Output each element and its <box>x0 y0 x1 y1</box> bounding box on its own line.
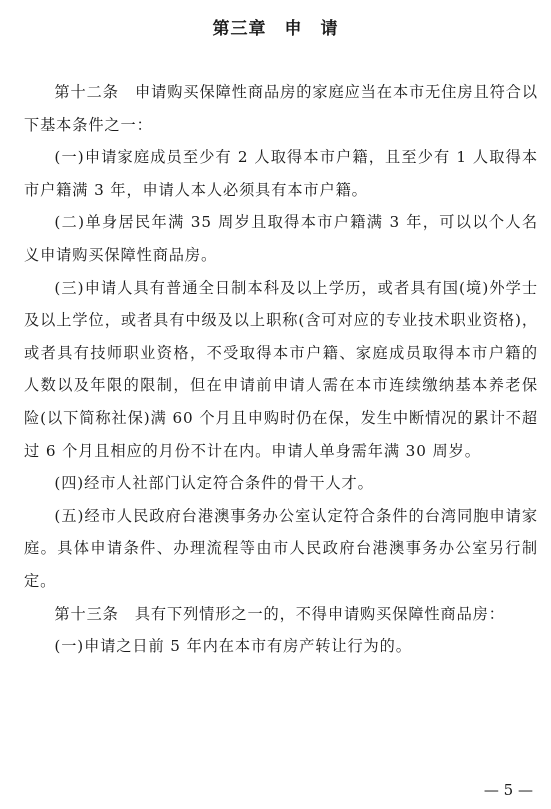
paragraph-clause-3: (三)申请人具有普通全日制本科及以上学历，或者具有国(境)外学士及以上学位，或者具有中级及以上职称(含可对应的专业技术职业资格)，或者具有技师职业资格，不受取得本市户籍、家庭成员取得本市户籍的人数以及年限的限制，但在申请前申请人需在本市连续缴纳基本养老保险(以下简称社保)满 60 个月且申购时仍在保，发生中断情况的累计不超过 6 个月且相应的月份不计在内。申请人单身需年满 30 周岁。 <box>24 278 538 460</box>
chapter-title: 第三章 申 请 <box>212 19 339 39</box>
page-number: — 5 — <box>483 781 533 799</box>
paragraph-clause-5: (五)经市人民政府台港澳事务办公室认定符合条件的台湾同胞申请家庭。具体申请条件、办理流程等由市人民政府台港澳事务办公室另行制定。 <box>24 506 538 590</box>
paragraph-clause-2: (二)单身居民年满 35 周岁且取得本市户籍满 3 年，可以以个人名义申请购买保障性商品房。 <box>24 213 538 264</box>
paragraph-article-13: 第十三条 具有下列情形之一的，不得申请购买保障性商品房： <box>54 604 505 623</box>
paragraph-article-13-clause-1: (一)申请之日前 5 年内在本市有房产转让行为的。 <box>54 637 412 656</box>
paragraph-article-12: 第十二条 申请购买保障性商品房的家庭应当在本市无住房且符合以下基本条件之一： <box>24 83 538 134</box>
paragraph-clause-1: (一)申请家庭成员至少有 2 人取得本市户籍，且至少有 1 人取得本市户籍满 3 年，申请人本人必须具有本市户籍。 <box>24 148 538 199</box>
paragraph-clause-4: (四)经市人社部门认定符合条件的骨干人才。 <box>54 474 374 493</box>
document-body <box>24 76 538 663</box>
